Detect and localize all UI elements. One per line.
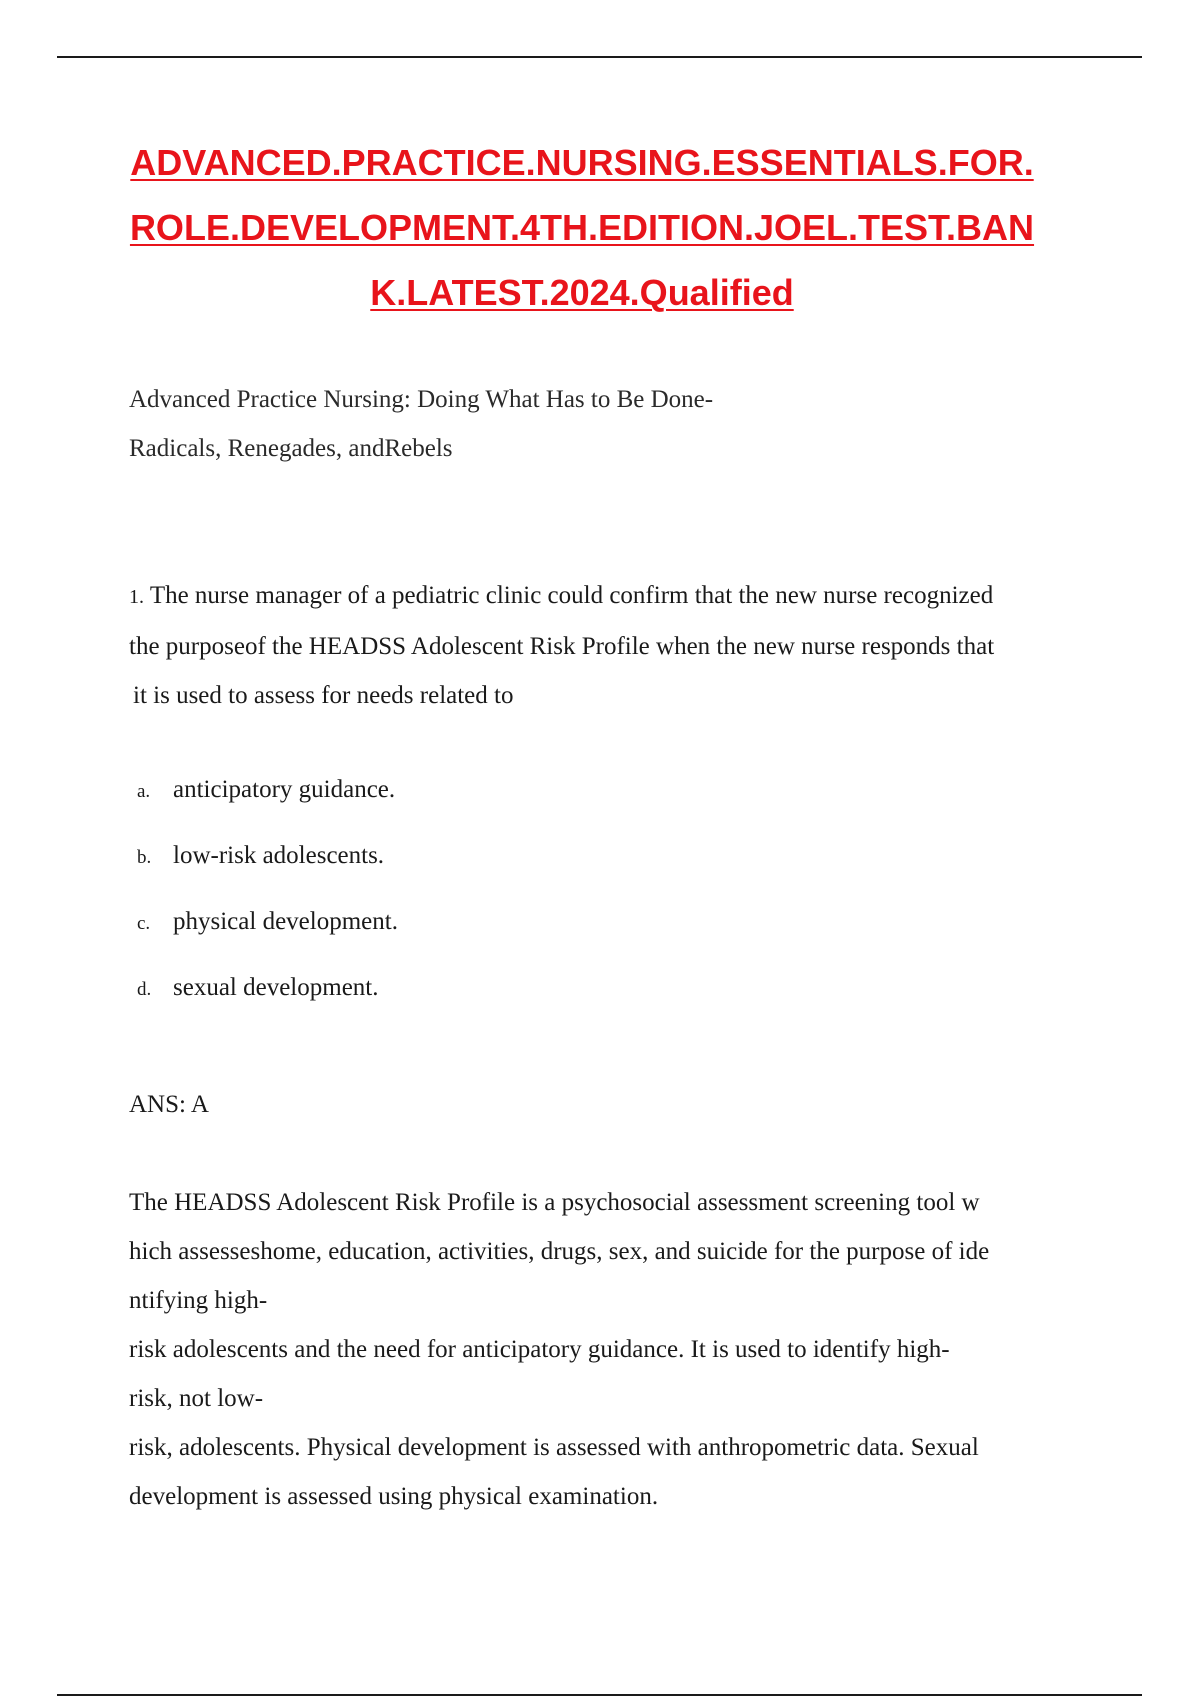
subtitle-line: Advanced Practice Nursing: Doing What Has to Be Done- (129, 386, 714, 413)
title-line (110, 130, 1054, 195)
option-letter: d. (137, 979, 152, 1000)
rationale-line: hich assesseshome, education, activities, drugs, sex, and suicide for the purpose of ide (129, 1238, 990, 1265)
question-stem (129, 571, 1089, 720)
title-line-text: K.LATEST.2024.Qualified (370, 272, 794, 313)
answer-key: ANS: A (129, 1091, 209, 1118)
rationale-line: The HEADSS Adolescent Risk Profile is a psychosocial assessment screening tool w (129, 1189, 980, 1216)
question-number: 1. (129, 586, 144, 608)
rationale-line: development is assessed using physical examination. (129, 1483, 659, 1510)
rationale-line: risk, adolescents. Physical development is assessed with anthropometric data. Sexual (129, 1434, 979, 1461)
title-line (110, 195, 1054, 260)
option-text: physical development. (173, 908, 398, 935)
option-item (137, 966, 398, 1032)
question-line (129, 571, 1089, 622)
option-text: sexual development. (173, 974, 379, 1001)
subtitle-line: Radicals, Renegades, andRebels (129, 435, 453, 462)
footer-rule (57, 1694, 1142, 1696)
option-item (137, 900, 398, 966)
document-title (110, 130, 1054, 325)
rationale-line: ntifying high- (129, 1287, 268, 1314)
title-line-text: ADVANCED.PRACTICE.NURSING.ESSENTIALS.FOR. (130, 142, 1034, 183)
rationale (129, 1178, 1109, 1521)
option-text: low-risk adolescents. (173, 842, 385, 869)
question-line: the purposeof the HEADSS Adolescent Risk Profile when the new nurse responds that (129, 633, 995, 660)
title-line-text: ROLE.DEVELOPMENT.4TH.EDITION.JOEL.TEST.BAN (129, 207, 1035, 248)
header-rule (57, 56, 1142, 58)
option-letter: b. (137, 847, 152, 868)
question-line: it is used to assess for needs related to (133, 682, 514, 709)
rationale-line: risk adolescents and the need for anticipatory guidance. It is used to identify high- (129, 1336, 950, 1363)
option-text: anticipatory guidance. (173, 776, 396, 803)
option-letter: a. (137, 781, 151, 802)
rationale-line: risk, not low- (129, 1385, 264, 1412)
chapter-subtitle (129, 375, 713, 473)
question-line-text: The nurse manager of a pediatric clinic could confirm that the new nurse recognized (149, 582, 994, 609)
answer-options (137, 768, 398, 1032)
option-letter: c. (137, 913, 151, 934)
option-item (137, 768, 398, 834)
option-item (137, 834, 398, 900)
title-line (110, 260, 1054, 325)
